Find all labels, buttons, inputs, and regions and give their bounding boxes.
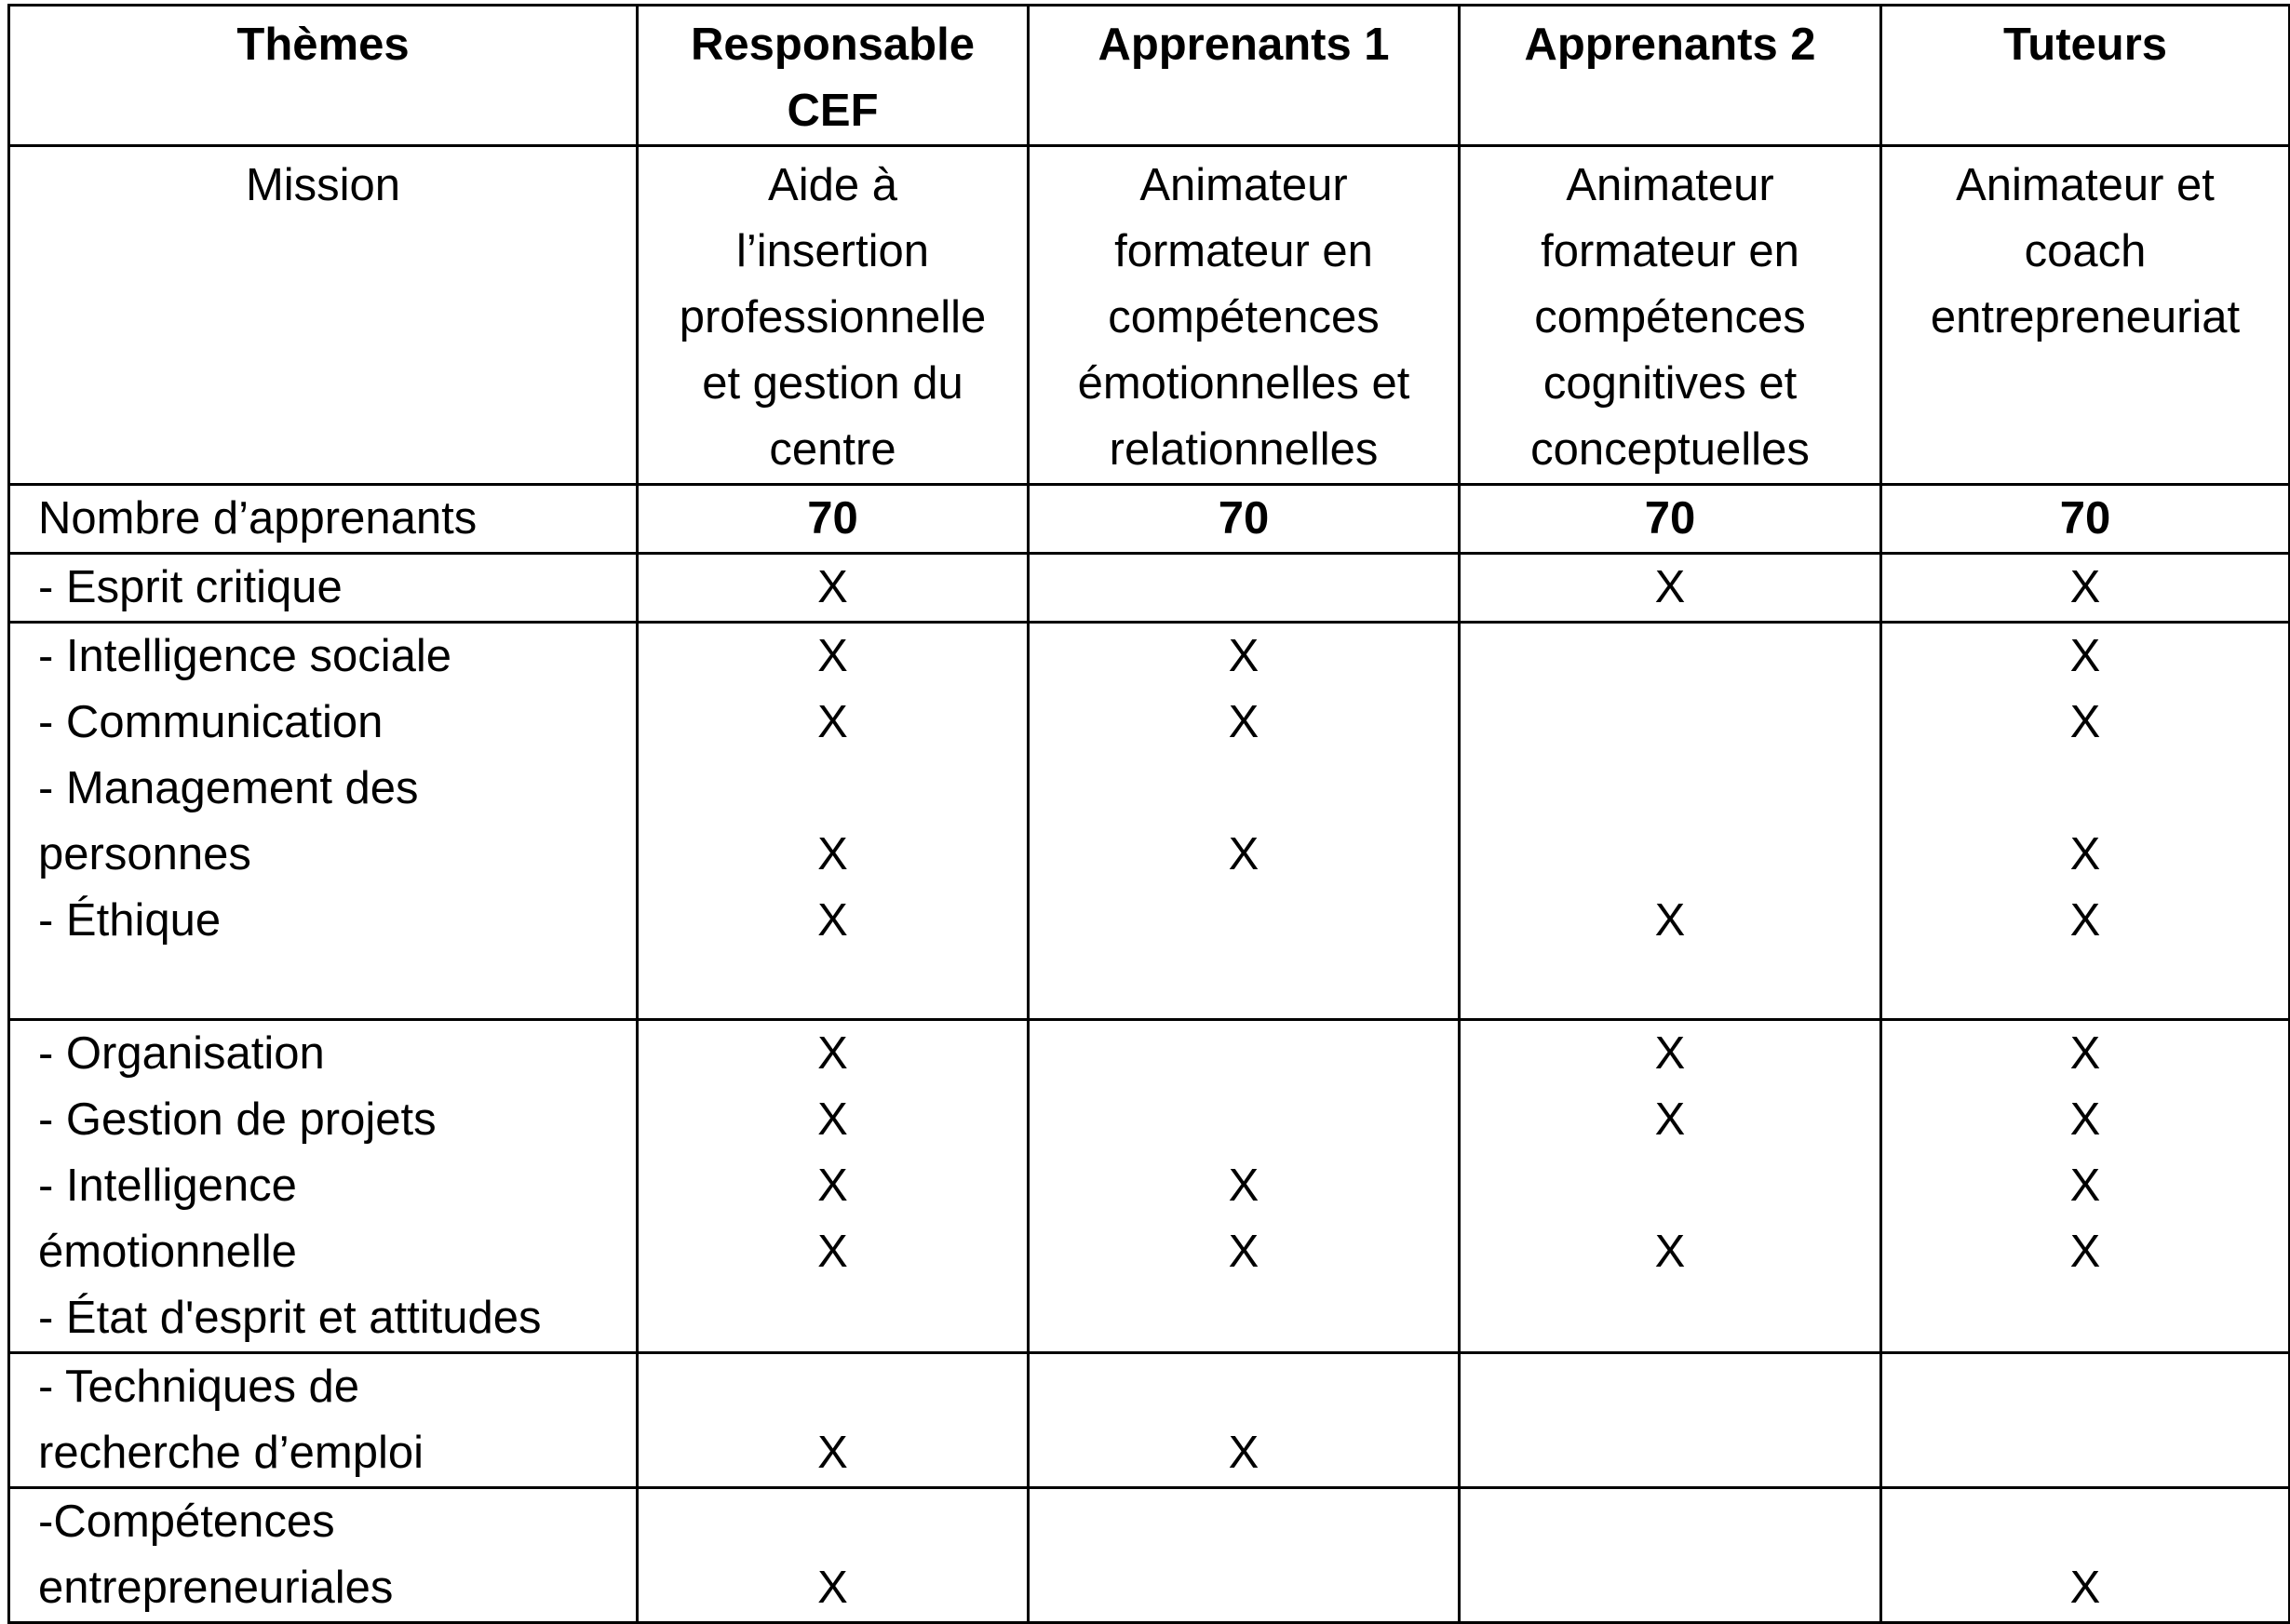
skill-group-row bbox=[9, 1353, 2290, 1488]
header-apprenants-1: Apprenants 1 bbox=[1029, 6, 1460, 146]
mission-row bbox=[9, 146, 2290, 485]
mission-theme: Mission bbox=[9, 146, 638, 485]
skill-mark-cell bbox=[1029, 554, 1460, 623]
mission-cell: Animateur et coach entrepreneuriat bbox=[1881, 146, 2290, 485]
header-apprenants-2: Apprenants 2 bbox=[1460, 6, 1881, 146]
skill-mark-cell: X X X bbox=[1460, 1020, 1881, 1353]
skill-group-row bbox=[9, 1020, 2290, 1353]
skill-mark-cell bbox=[1881, 1353, 2290, 1488]
themes-table bbox=[7, 4, 2290, 1624]
skill-mark-cell: X X X X bbox=[638, 623, 1029, 1020]
mission-cell: Animateur formateur en compétences émotionnelles et relationnelles bbox=[1029, 146, 1460, 485]
count-theme: Nombre d’apprenants bbox=[9, 485, 638, 554]
count-value: 70 bbox=[1029, 485, 1460, 554]
skill-mark-cell: X bbox=[638, 1353, 1029, 1488]
skill-mark-cell: X bbox=[638, 1488, 1029, 1623]
skill-mark-cell: X bbox=[1881, 1488, 2290, 1623]
count-value: 70 bbox=[1460, 485, 1881, 554]
count-value: 70 bbox=[638, 485, 1029, 554]
skill-group-row bbox=[9, 554, 2290, 623]
header-tuteurs: Tuteurs bbox=[1881, 6, 2290, 146]
skill-mark-cell bbox=[1460, 1353, 1881, 1488]
header-responsable-cef: Responsable CEF bbox=[638, 6, 1029, 146]
skill-mark-cell: X X bbox=[1029, 1020, 1460, 1353]
skill-mark-cell: X X X bbox=[1029, 623, 1460, 1020]
skill-mark-cell bbox=[1460, 1488, 1881, 1623]
header-themes: Thèmes bbox=[9, 6, 638, 146]
skill-mark-cell bbox=[1029, 1488, 1460, 1623]
skill-theme-cell: - Organisation - Gestion de projets - Intelligence émotionnelle - État d'esprit et attitudes bbox=[9, 1020, 638, 1353]
skill-theme-cell: - Intelligence sociale - Communication - Management des personnes - Éthique bbox=[9, 623, 638, 1020]
count-row bbox=[9, 485, 2290, 554]
count-value: 70 bbox=[1881, 485, 2290, 554]
mission-cell: Aide à l’insertion professionnelle et gestion du centre bbox=[638, 146, 1029, 485]
skill-mark-cell: X X X X bbox=[638, 1020, 1029, 1353]
skill-theme-cell: -Compétences entrepreneuriales bbox=[9, 1488, 638, 1623]
skill-mark-cell: X bbox=[638, 554, 1029, 623]
header-row bbox=[9, 6, 2290, 146]
skill-mark-cell: X bbox=[1460, 554, 1881, 623]
skill-mark-cell: X bbox=[1460, 623, 1881, 1020]
mission-cell: Animateur formateur en compétences cognitives et conceptuelles bbox=[1460, 146, 1881, 485]
skill-mark-cell: X bbox=[1881, 554, 2290, 623]
skill-mark-cell: X bbox=[1029, 1353, 1460, 1488]
skill-group-row bbox=[9, 1488, 2290, 1623]
skill-group-row bbox=[9, 623, 2290, 1020]
skill-theme-cell: - Techniques de recherche d’emploi bbox=[9, 1353, 638, 1488]
skill-mark-cell: X X X X bbox=[1881, 1020, 2290, 1353]
skill-mark-cell: X X X X bbox=[1881, 623, 2290, 1020]
skill-theme-cell: - Esprit critique bbox=[9, 554, 638, 623]
